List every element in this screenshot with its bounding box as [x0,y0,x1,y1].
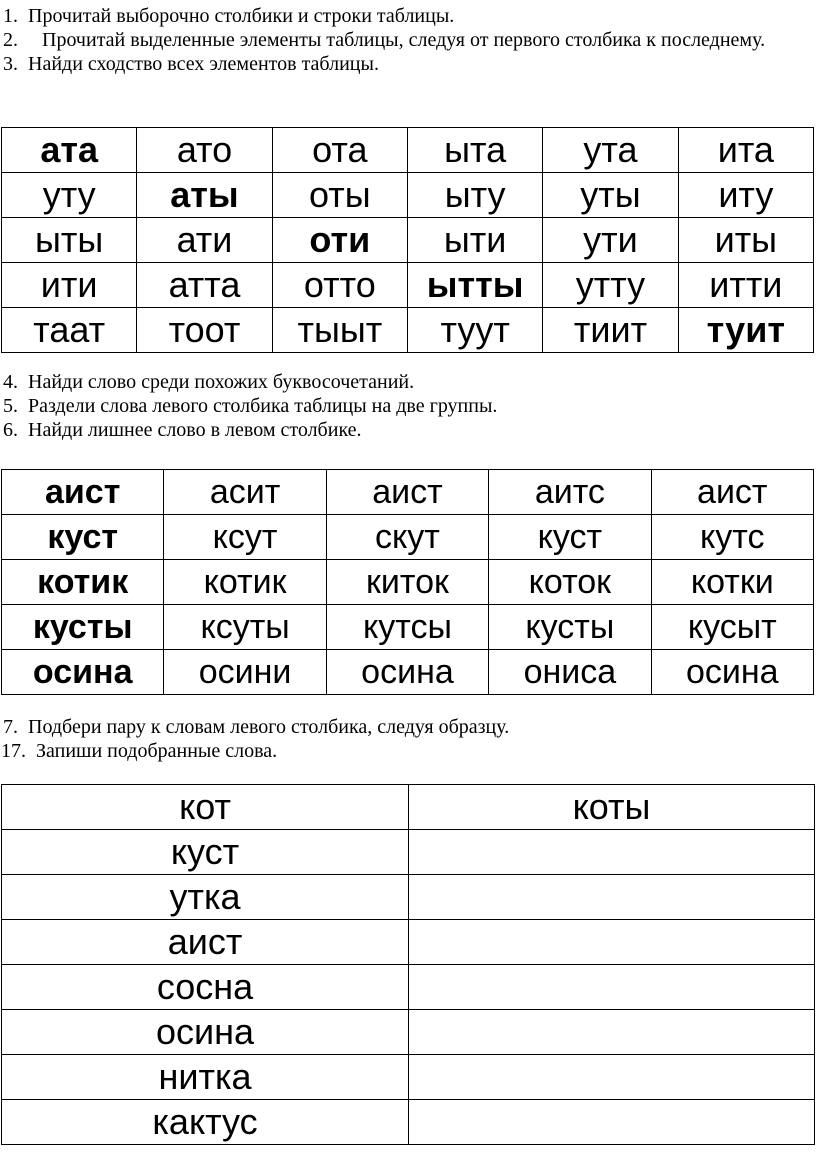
table-row [2,1010,815,1055]
instruction-text: Прочитай выборочно столбики и строки таблицы. [28,5,455,27]
table-row [2,560,814,605]
table-cell-highlighted: аты [137,173,272,218]
table-cell: кусты [489,605,651,650]
instruction-item [0,52,816,76]
table-cell: ота [272,128,407,173]
table-cell: аитс [489,470,651,515]
table-cell-word: аист [2,920,409,965]
table-cell: ониса [489,650,651,695]
table-row [2,173,814,218]
instruction-number: 2. [3,29,18,51]
table-cell-target: куст [2,515,164,560]
table-cell: ути [543,218,678,263]
word-search-table [1,469,814,695]
table-cell-highlighted: туит [678,308,813,353]
instruction-item [0,418,816,442]
instructions-3 [0,715,816,763]
table-row [2,308,814,353]
table-cell: киток [326,560,488,605]
table-cell: ати [137,218,272,263]
table-row [2,830,815,875]
table-row [2,650,814,695]
table-cell-answer[interactable] [409,965,815,1010]
table-cell: ксут [164,515,326,560]
table-cell: тыыт [272,308,407,353]
table-row [2,263,814,308]
instruction-text: Найди слово среди похожих буквосочетаний. [28,371,415,393]
table-cell: тиит [543,308,678,353]
pairs-table [1,784,815,1145]
table-cell: котик [164,560,326,605]
table-cell-highlighted: ата [2,128,137,173]
table-cell: иты [678,218,813,263]
instruction-number: 17. [1,740,26,762]
table-cell: коток [489,560,651,605]
instructions-2 [0,370,816,442]
table-cell-word: кот [2,785,409,830]
table-cell-answer[interactable] [409,1055,815,1100]
instruction-number: 6. [3,419,18,441]
instruction-item [0,739,816,763]
table-row [2,785,815,830]
table-cell: кутс [651,515,813,560]
table-cell: кусыт [651,605,813,650]
table-cell-word: осина [2,1010,409,1055]
table-row [2,965,815,1010]
instruction-number: 4. [3,371,18,393]
table-row [2,470,814,515]
table-cell: котки [651,560,813,605]
table-row [2,515,814,560]
instruction-item [0,4,816,28]
table-cell: таат [2,308,137,353]
table-cell: ато [137,128,272,173]
table-cell-target: котик [2,560,164,605]
instruction-number: 3. [3,53,18,75]
table-cell-answer[interactable]: коты [409,785,815,830]
instruction-item [0,370,816,394]
table-row [2,875,815,920]
table-row [2,1100,815,1145]
table-cell-highlighted: оти [272,218,407,263]
table-cell: итти [678,263,813,308]
instruction-text: Запиши подобранные слова. [36,740,278,762]
table-cell-highlighted: ытты [407,263,542,308]
table-cell: атта [137,263,272,308]
table-cell: ута [543,128,678,173]
table-cell: тоот [137,308,272,353]
instruction-number: 5. [3,395,18,417]
table-cell: уты [543,173,678,218]
table-cell: уту [2,173,137,218]
table-cell: ыты [2,218,137,263]
table-cell: ыти [407,218,542,263]
table-cell: ыту [407,173,542,218]
table-cell-answer[interactable] [409,920,815,965]
table-cell: иту [678,173,813,218]
table-cell-answer[interactable] [409,1100,815,1145]
table-cell-word: нитка [2,1055,409,1100]
instruction-item [0,394,816,418]
instruction-text: Прочитай выделенные элементы таблицы, следуя от первого столбика к последнему. [42,29,766,51]
instruction-item [0,28,802,52]
table-cell-word: кактус [2,1100,409,1145]
table-row [2,920,815,965]
table-cell: куст [489,515,651,560]
table-cell: туут [407,308,542,353]
instruction-item [0,715,816,739]
table-cell: оты [272,173,407,218]
table-row [2,605,814,650]
table-cell: ита [678,128,813,173]
instruction-number: 1. [3,5,18,27]
table-cell: осина [651,650,813,695]
instructions-1 [0,4,816,76]
instruction-text: Подбери пару к словам левого столбика, следуя образцу. [28,716,510,738]
table-row [2,1055,815,1100]
table-cell: ыта [407,128,542,173]
table-cell-answer[interactable] [409,830,815,875]
table-cell-target: осина [2,650,164,695]
table-cell: отто [272,263,407,308]
table-cell-target: кусты [2,605,164,650]
table-cell: осина [326,650,488,695]
table-row [2,128,814,173]
instruction-text: Раздели слова левого столбика таблицы на две группы. [28,395,498,417]
instruction-number: 7. [3,716,18,738]
instruction-text: Найди лишнее слово в левом столбике. [28,419,362,441]
syllable-table [1,127,814,353]
table-cell-answer[interactable] [409,875,815,920]
table-cell: аист [651,470,813,515]
table-cell: утту [543,263,678,308]
table-cell-answer[interactable] [409,1010,815,1055]
table-cell: аист [326,470,488,515]
table-cell: ити [2,263,137,308]
table-cell-target: аист [2,470,164,515]
table-cell: скут [326,515,488,560]
instruction-text: Найди сходство всех элементов таблицы. [28,53,379,75]
table-cell-word: куст [2,830,409,875]
table-cell: кутсы [326,605,488,650]
table-cell: ксуты [164,605,326,650]
table-cell: асит [164,470,326,515]
table-cell-word: сосна [2,965,409,1010]
table-cell-word: утка [2,875,409,920]
table-cell: осини [164,650,326,695]
table-row [2,218,814,263]
